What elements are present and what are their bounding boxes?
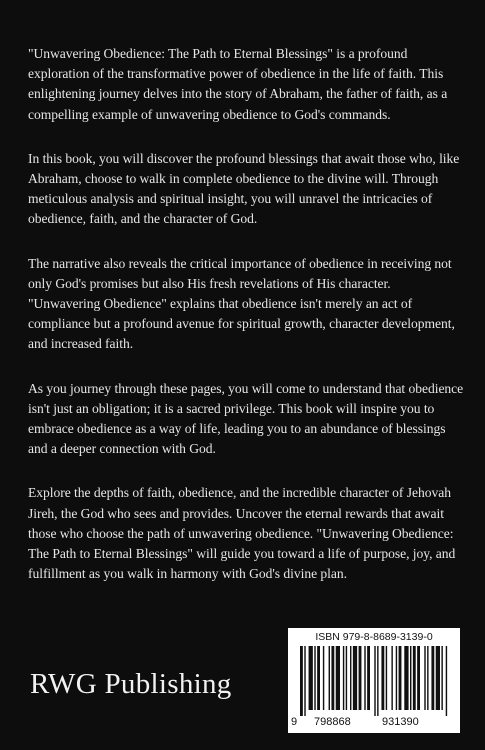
barcode-bar	[300, 646, 303, 716]
barcode-bar	[367, 646, 370, 710]
barcode-bar	[427, 646, 428, 710]
barcode-bar	[404, 646, 408, 710]
barcode-bar	[323, 646, 324, 710]
isbn-label: ISBN 979-8-8689-3139-0	[315, 631, 433, 643]
barcode-bar	[377, 646, 378, 716]
barcode-bar	[386, 646, 387, 710]
barcode-bar	[309, 646, 313, 710]
barcode-bar	[353, 646, 357, 710]
barcode-digits-left: 798868	[314, 716, 351, 728]
barcode-bar	[346, 646, 347, 710]
description-paragraph-2: In this book, you will discover the profound blessings that await those who, like Abraham, choose to walk in complete obedience to the divine will. Through meticulous analysis and spiritual insight, you will unravel the intricacies of obedience, faith, and the character of God.	[28, 150, 460, 227]
publisher-name: RWG Publishing	[30, 668, 232, 700]
barcode-bar	[410, 646, 411, 710]
barcode-bar	[381, 646, 384, 710]
barcode-bar	[374, 646, 375, 716]
barcode-bar	[417, 646, 420, 710]
barcode-bar	[336, 646, 340, 710]
description-text	[28, 44, 464, 608]
barcode-bar	[329, 646, 330, 710]
barcode-bar	[364, 646, 365, 710]
barcode-bar	[314, 646, 315, 710]
barcode-bar	[331, 646, 334, 710]
barcode-bar	[436, 646, 440, 710]
barcode-bar	[441, 646, 442, 710]
barcode-bars-graphic	[300, 646, 450, 716]
barcode-bar	[343, 646, 344, 710]
barcode-bar	[304, 646, 305, 716]
barcode-bar	[431, 646, 434, 710]
description-paragraph-4: As you journey through these pages, you will come to understand that obedience isn't just an obligation; it is a sacred privilege. This book will inspire you to embrace obedience as a way of life, leading you to an abundance of blessings and a deeper connection with God.	[28, 380, 464, 457]
isbn-barcode	[288, 628, 460, 733]
description-paragraph-3: The narrative also reveals the critical importance of obedience in receiving not only God's promises but also His fresh revelations of His character. "Unwavering Obedience" explains that obedience isn't merely an act of compliance but a profound avenue for spiritual growth, character development, and increased faith.	[28, 255, 455, 352]
barcode-bar	[359, 646, 362, 710]
barcode-bar	[446, 646, 447, 716]
barcode-digit-lead: 9	[291, 716, 298, 728]
description-paragraph-1: "Unwavering Obedience: The Path to Eternal Blessings" is a profound exploration of the transformative power of obedience in the life of faith. This enlightening journey delves into the story of Abraham, the father of faith, as a compelling example of unwavering obedience to God's commands.	[28, 46, 448, 122]
barcode-bar	[317, 646, 320, 710]
description-paragraph-5: Explore the depths of faith, obedience, and the incredible character of Jehovah Jireh, the God who sees and provides. Uncover the eternal rewards that await those who choose the path of unwavering obedience. "Unwavering Obedience: The Path to Eternal Blessings" will guide you toward a life of purpose, joy, and fulfillment as you walk in harmony with God's divine plan.	[28, 485, 456, 582]
barcode-digits-right: 931390	[382, 716, 419, 728]
barcode-bar	[396, 646, 397, 710]
barcode-bar	[413, 646, 416, 710]
barcode-bar	[424, 646, 425, 710]
barcode-bar	[391, 646, 392, 710]
barcode-bar	[399, 646, 402, 710]
barcode-bar	[350, 646, 351, 710]
